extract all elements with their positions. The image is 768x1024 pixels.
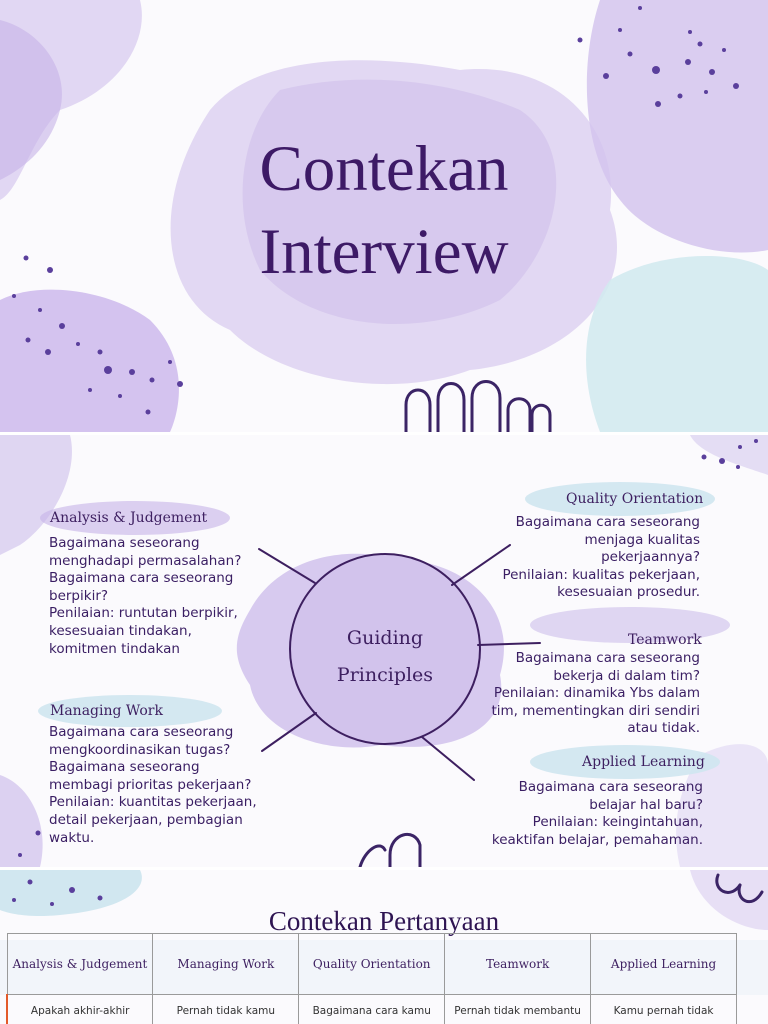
teamwork-line: atau tidak.: [627, 720, 700, 737]
analysis-line: kesesuaian tindakan,: [49, 622, 192, 639]
center-label: [300, 620, 470, 694]
table-cell: Pernah tidak membantu: [445, 995, 591, 1024]
table-cell: Pernah tidak kamu: [153, 995, 299, 1024]
analysis-line: Bagaimana seseorang: [49, 535, 200, 551]
analysis-line: Bagaimana cara seseorang: [49, 570, 234, 587]
cover-title-line2: Interview: [259, 216, 509, 288]
table-header-cell: Managing Work: [153, 934, 299, 995]
teamwork-line: Bagaimana cara seseorang: [515, 650, 700, 666]
cover-title-line1: Contekan: [259, 133, 509, 205]
applied-body: [460, 779, 703, 849]
quality-line: Bagaimana cara seseorang: [515, 514, 700, 530]
quality-line: menjaga kualitas: [584, 531, 700, 548]
table-header-cell: Analysis & Judgement: [7, 934, 153, 995]
cover-slide: [0, 0, 768, 432]
managing-body: [49, 724, 289, 847]
table-cell: Bagaimana cara kamu: [299, 995, 445, 1024]
table-cell: Apakah akhir-akhir: [7, 995, 153, 1024]
managing-line: detail pekerjaan, pembagian: [49, 811, 243, 828]
analysis-line: komitmen tindakan: [49, 640, 180, 657]
table-row: [7, 995, 737, 1024]
cover-title: [0, 128, 768, 294]
quality-title: Quality Orientation: [566, 491, 704, 507]
analysis-line: menghadapi permasalahan?: [49, 552, 242, 569]
teamwork-line: bekerja di dalam tim?: [553, 667, 700, 684]
managing-line: Penilaian: kuantitas pekerjaan,: [49, 794, 257, 811]
applied-title: Applied Learning: [582, 754, 705, 770]
table-header-cell: Teamwork: [445, 934, 591, 995]
questions-slide: [0, 870, 768, 1024]
teamwork-body: [460, 650, 700, 738]
applied-line: belajar hal baru?: [589, 796, 703, 813]
analysis-line: Penilaian: runtutan berpikir,: [49, 605, 238, 622]
questions-table: [6, 933, 737, 1024]
managing-line: membagi prioritas pekerjaan?: [49, 776, 252, 793]
managing-line: Bagaimana seseorang: [49, 759, 200, 776]
center-label-line2: Principles: [336, 664, 434, 686]
quality-line: kesesuaian prosedur.: [557, 584, 700, 601]
managing-line: Bagaimana cara seseorang: [49, 724, 234, 740]
analysis-title: Analysis & Judgement: [50, 510, 208, 526]
table-header-cell: Applied Learning: [591, 934, 737, 995]
applied-line: keaktifan belajar, pemahaman.: [491, 831, 703, 848]
applied-line: Penilaian: keingintahuan,: [532, 814, 703, 831]
analysis-body: [49, 535, 289, 658]
principles-slide: [0, 435, 768, 867]
quality-body: [460, 514, 700, 602]
table-header-cell: Quality Orientation: [299, 934, 445, 995]
table-header-row: [7, 934, 737, 995]
teamwork-line: Penilaian: dinamika Ybs dalam: [493, 685, 700, 702]
quality-line: pekerjaannya?: [601, 549, 700, 566]
quality-line: Penilaian: kualitas pekerjaan,: [502, 566, 700, 583]
teamwork-title: Teamwork: [628, 632, 702, 648]
table-title: Contekan Pertanyaan: [268, 906, 500, 936]
analysis-line: berpikir?: [49, 587, 109, 604]
teamwork-line: tim, mementingkan diri sendiri: [491, 702, 700, 719]
applied-line: Bagaimana cara seseorang: [518, 779, 703, 795]
center-label-line1: Guiding: [346, 627, 424, 649]
managing-line: mengkoordinasikan tugas?: [49, 741, 231, 758]
managing-title: Managing Work: [50, 703, 163, 719]
table-cell: Kamu pernah tidak: [591, 995, 737, 1024]
managing-line: waktu.: [49, 829, 95, 846]
